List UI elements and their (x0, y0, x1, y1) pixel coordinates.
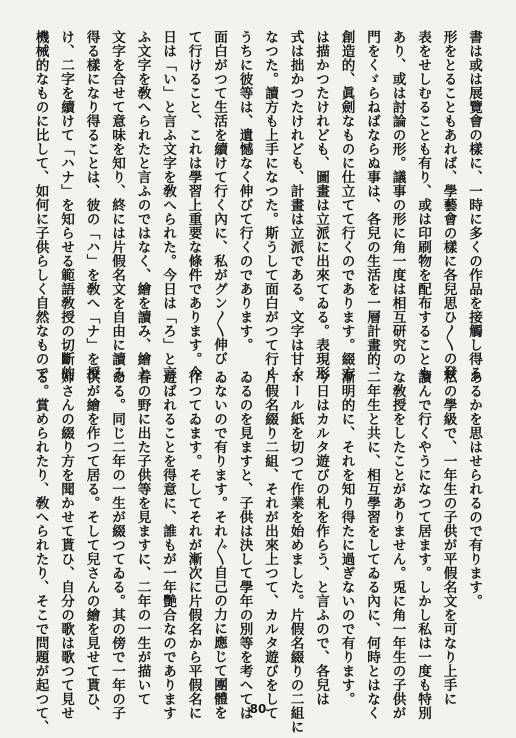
text-line: て行けること、これは學習上重要な條件であります。今 (185, 30, 202, 380)
text-line: 供が繪を作つて居る。そして兒さんの繪を見せて貰ひ、 (83, 370, 100, 720)
text-line: 創造的、眞劍なものに仕立てて行くのであります。綴方 (338, 30, 355, 380)
text-line: なつた。讀方も上手になつた。斯うして面白がつて行く (262, 30, 278, 380)
text-line: 門をくゞらねばならぬ事は、各兒の生活を一層計畫的、 (364, 30, 380, 380)
text-line: 日は「い」と言ふ文字を敎へられた。今日は「ろ」と言 (160, 30, 176, 380)
text-block-top (32, 30, 486, 380)
text-line: る。賞められたり、敎へられたり、そこで問題が起つて、 (32, 370, 49, 734)
text-line: ゐるのを見ますと、子供は決して學年の別等を考へては (236, 370, 253, 720)
text-line: あるかを思はせられるので有ります。 (466, 370, 482, 608)
text-line: 式は拙かつたけれども、計畫は立派である。文字は甘く (287, 30, 304, 380)
text-line: 姉さんの綴り方を聞かせて貰ひ、自分の歌は歌つて見せ (58, 370, 74, 720)
text-line: ボール紙を切つて作業を始めました。片假名綴りの二組に (287, 370, 304, 734)
text-line: 遊ばれることを得意に、誰もが一年艷合なのであります (160, 370, 176, 720)
text-line: 春の野に出た子供等を見ますに、二年の一生が描いて (134, 370, 151, 706)
page-number: 80 (249, 702, 267, 716)
text-line: 片假名綴り二組、それが出來上つて、カルタ遊びをして (262, 370, 278, 720)
text-line: 機械的なものに比して、如何に子供らしく自然なもので (32, 30, 49, 380)
text-line: 表をせしむることも有り、或は印刷物を配布することも (415, 30, 431, 380)
text-line: 得る樣になり得ることは、彼の「ハ」を敎へ「ナ」を授 (83, 30, 100, 380)
text-line: ふ文字を敎へられたと言ふのではなく、繪を讀み、繪と (134, 30, 151, 380)
text-line: な敎授をしたことがありません。兎に角一年生の子供が (389, 370, 406, 720)
text-line: 私の學級で、一年生の子供が平假名文を可なり上手に (440, 370, 457, 706)
text-line: 文字を合せて意味を知り、終には片假名文を自由に讀み (109, 30, 125, 380)
text-line: うちに彼等は、遺憾なく伸びて行くのであります。 (236, 30, 253, 352)
text-line: ゐないので有ります。それ〴〵自己の力に應じて團體を (211, 370, 227, 720)
text-line: 面白がつて生活を續けて行く內に、私がグン〳〵伸び (211, 30, 227, 366)
text-line: 二年生と共に、相互學習をしてゐる內に、何時とはなく (364, 370, 380, 720)
text-line: は描かつたけれども、圖畫は立派に出來てゐる。表現形 (313, 30, 329, 380)
text-line: あり、或は討論の形。議事の形に角一度は相互研究の (389, 30, 406, 366)
text-line: 書は或は展覽會の樣に、一時に多くの作品を接觸し得る (466, 30, 482, 380)
text-line: ゐる。同じ二年の一生が綴つてゐる。其の傍で一年の子 (109, 370, 125, 720)
text-line: 形をとることもあれば、學藝會の樣に各兒思ひ〳〵の發 (440, 30, 457, 380)
text-line: 今日はカルタ遊びの札を作らう、と言ふので、各兒は (313, 370, 329, 706)
text-line: 讀んで行くやうになつて居ます。しかし私は一度も特別 (415, 370, 431, 720)
text-line: 作つてゐます。そしてそれが漸次に片假名から平假名に (185, 370, 202, 720)
text-line: 漸明的に、それを知り得たに過ぎないので有ります。 (338, 370, 355, 706)
text-line: け、二字を續けて「ハナ」を知らせる範語敎授の切斷的 (58, 30, 74, 380)
